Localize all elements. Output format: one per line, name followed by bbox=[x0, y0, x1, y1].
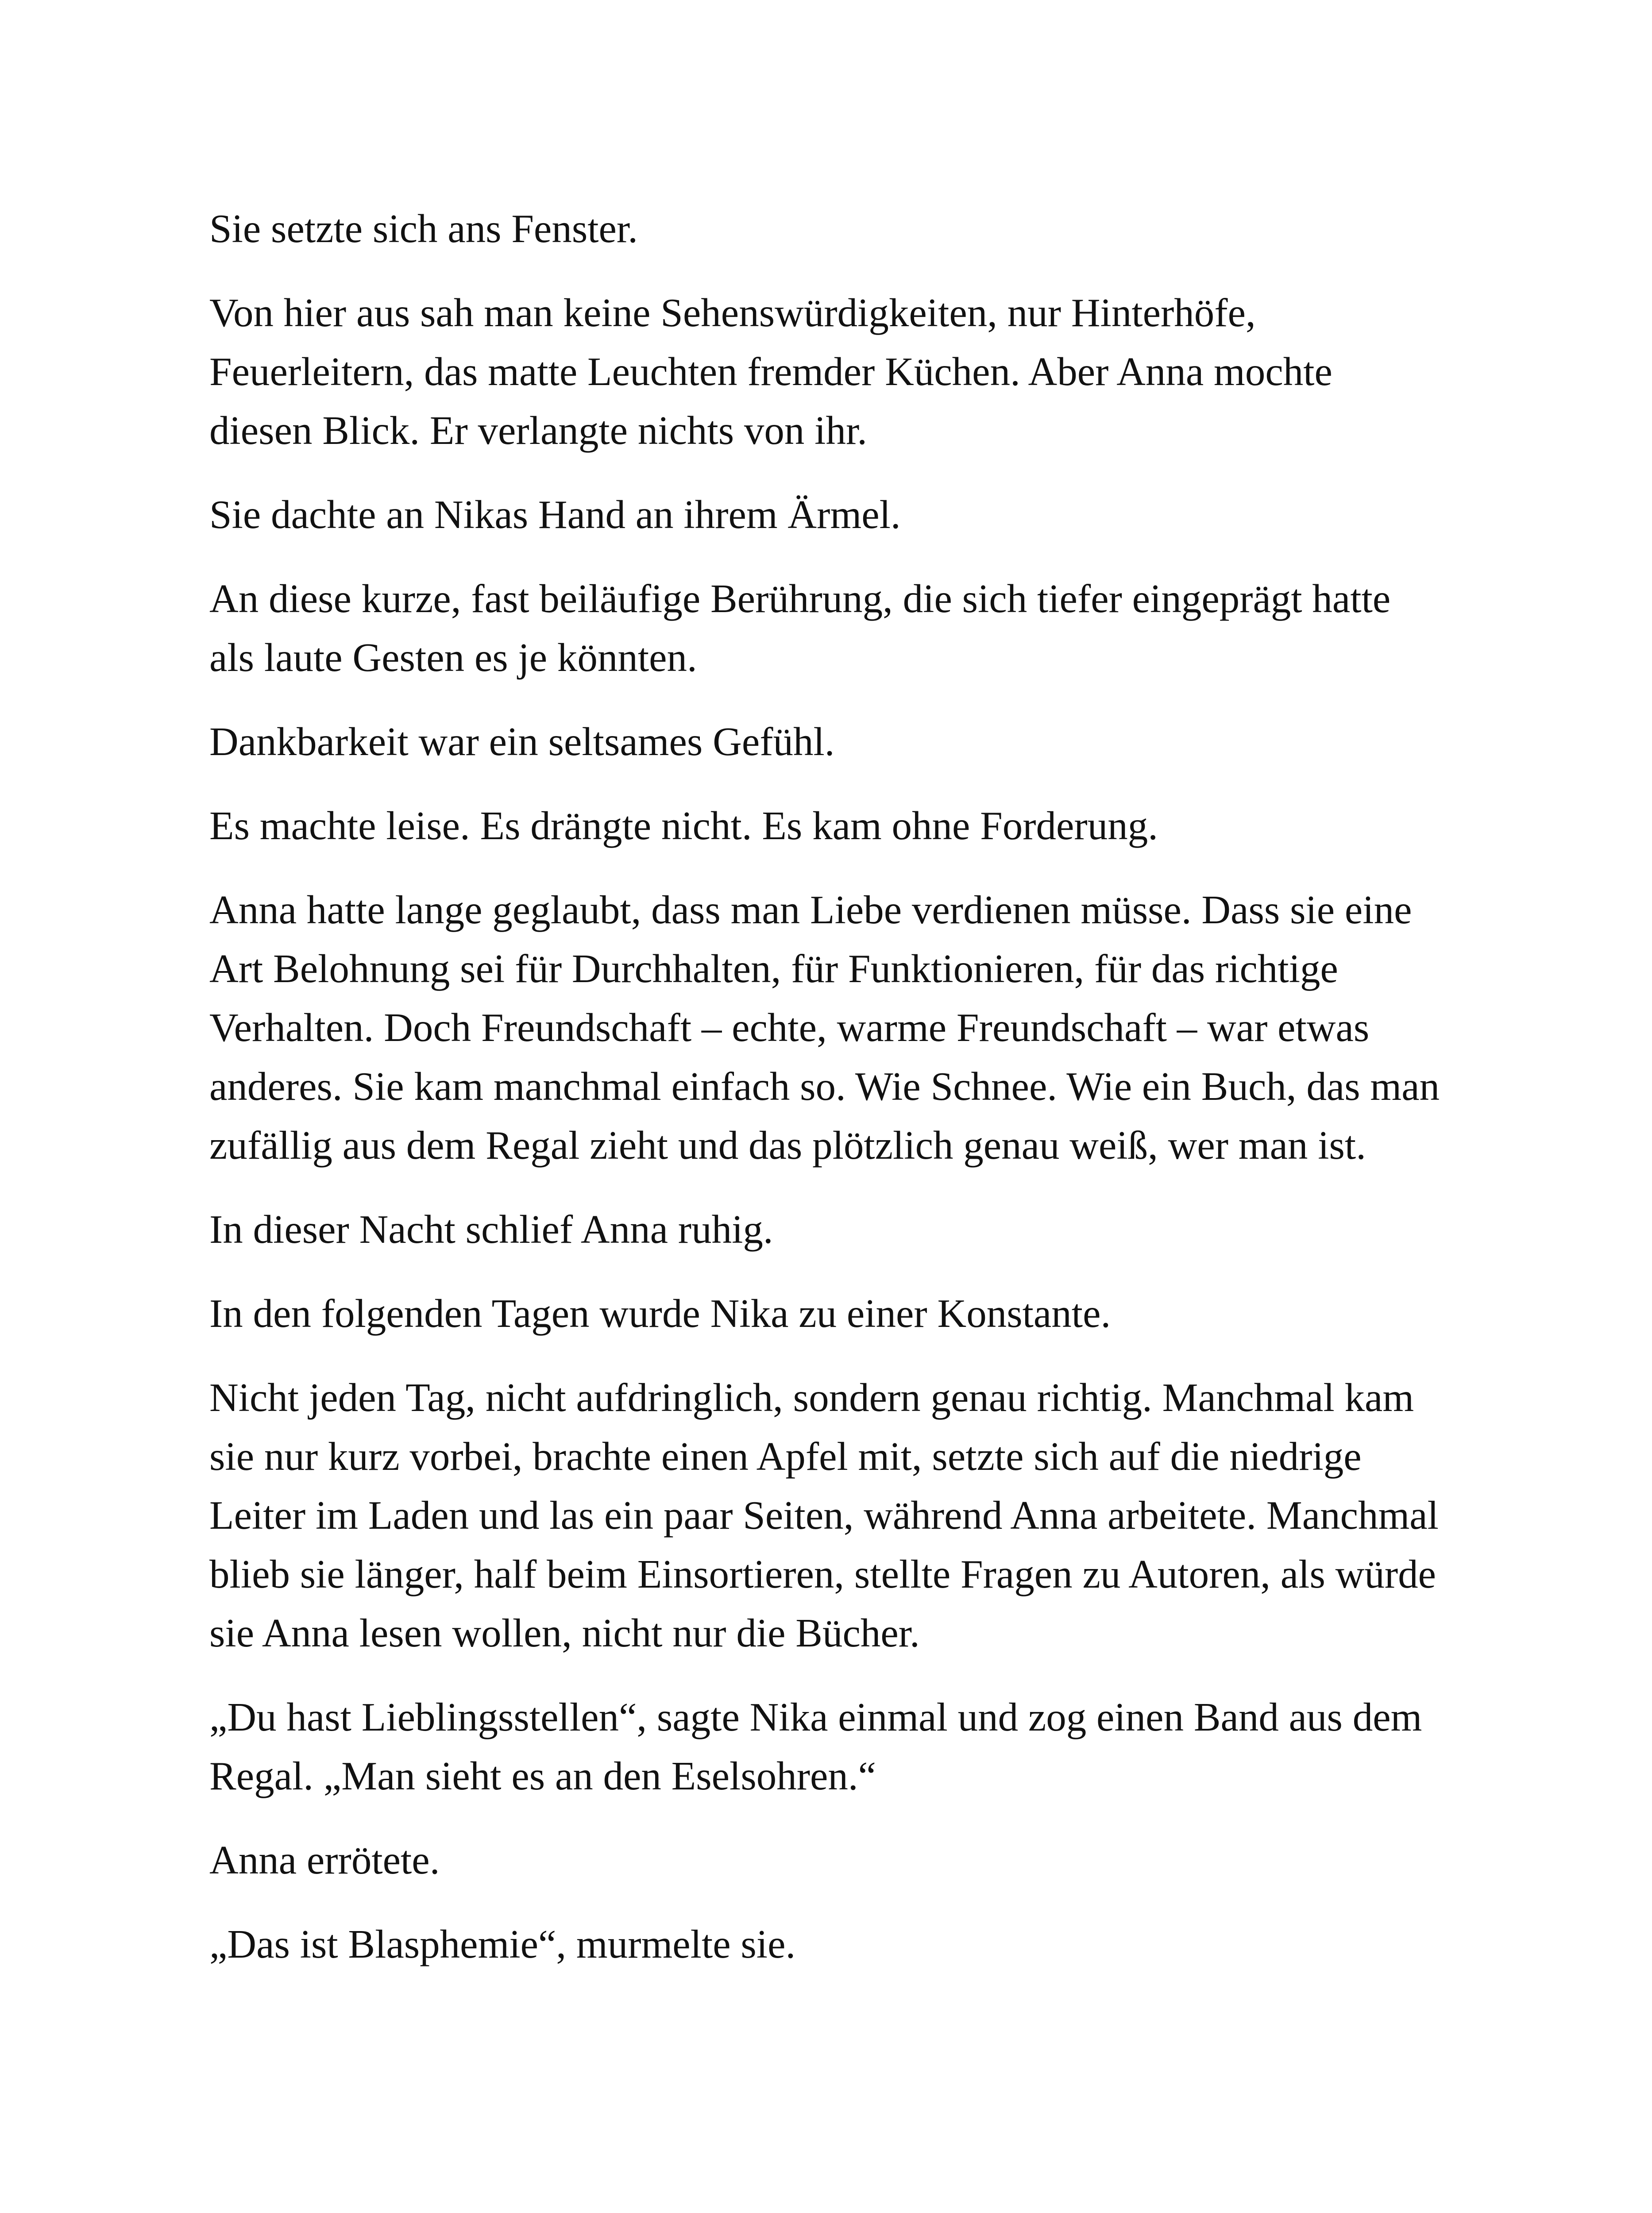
paragraph: Sie dachte an Nikas Hand an ihrem Ärmel. bbox=[209, 492, 901, 537]
paragraph: Es machte leise. Es drängte nicht. Es kam ohne Forderung. bbox=[209, 803, 1158, 848]
paragraph: Sie setzte sich ans Fenster. bbox=[209, 206, 638, 251]
paragraph: In dieser Nacht schlief Anna ruhig. bbox=[209, 1207, 773, 1252]
paragraph: Anna errötete. bbox=[209, 1838, 440, 1882]
paragraph: Nicht jeden Tag, nicht aufdringlich, sondern genau richtig. Manchmal kam sie nur kurz vorbei, brachte einen Apfel mit, setzte sich auf die niedrige Leiter im Laden und las ein paar Seiten, während Anna arbeitete. Manchmal blieb sie länger, half beim Einsortieren, stellte Fragen zu Autoren, als würde sie Anna lesen wollen, nicht nur die Bücher. bbox=[209, 1375, 1439, 1655]
paragraph: An diese kurze, fast beiläufige Berührung, die sich tiefer eingeprägt hatte als laute Gesten es je könnten. bbox=[209, 576, 1391, 680]
paragraph: In den folgenden Tagen wurde Nika zu einer Konstante. bbox=[209, 1291, 1111, 1336]
paragraph: Dankbarkeit war ein seltsames Gefühl. bbox=[209, 719, 835, 764]
paragraph: Von hier aus sah man keine Sehenswürdigkeiten, nur Hinterhöfe, Feuerleitern, das matte Leuchten fremder Küchen. Aber Anna mochte diesen Blick. Er verlangte nichts von ihr. bbox=[209, 290, 1332, 453]
paragraph: „Das ist Blasphemie“, murmelte sie. bbox=[209, 1922, 796, 1966]
paragraph: Anna hatte lange geglaubt, dass man Liebe verdienen müsse. Dass sie eine Art Belohnung sei für Durchhalten, für Funktionieren, für das richtige Verhalten. Doch Freundschaft – echte, warme Freundschaft – war etwas anderes. Sie kam manchmal einfach so. Wie Schnee. Wie ein Buch, das man zufällig aus dem Regal zieht und das plötzlich genau weiß, wer man ist. bbox=[209, 887, 1440, 1168]
paragraph: „Du hast Lieblingsstellen“, sagte Nika einmal und zog einen Band aus dem Regal. „Man sieht es an den Eselsohren.“ bbox=[209, 1695, 1422, 1798]
body-text bbox=[209, 199, 1440, 1999]
